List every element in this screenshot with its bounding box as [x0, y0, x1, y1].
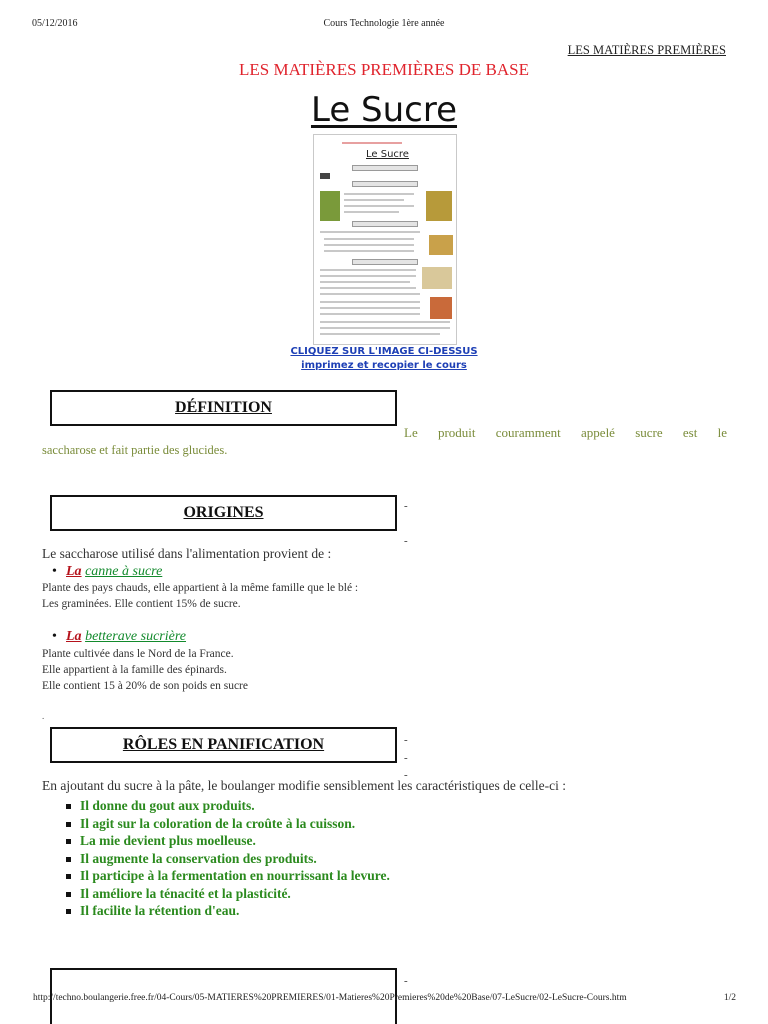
thumbnail-cubes-image: [422, 267, 452, 289]
dash-marker: -: [404, 500, 408, 512]
thumbnail-box: [352, 259, 418, 265]
origin-betterave-line3: Elle contient 15 à 20% de son poids en sucre: [42, 680, 248, 692]
definition-text-line2: saccharose et fait partie des glucides.: [42, 443, 228, 457]
list-item: La mie devient plus moelleuse.: [66, 832, 390, 850]
definition-text-line1: Le produit couramment appelé sucre est le: [404, 425, 727, 440]
dash-marker: -: [404, 734, 408, 746]
footer-page-number: 1/2: [723, 993, 736, 1003]
definition-heading-box: [50, 390, 397, 426]
origin-betterave-line2: Elle appartient à la famille des épinards.: [42, 664, 227, 676]
thumbnail-box: [352, 221, 418, 227]
list-item: Il augmente la conservation des produits.: [66, 850, 390, 868]
footer-url: http://techno.boulangerie.free.fr/04-Cours/05-MATIERES%20PREMIERES/01-Matieres%20Premieres%20de%20Base/07-LeSucre/02-LeSucre-Cours.htm: [33, 993, 627, 1003]
thumbnail-cane-image: [320, 191, 340, 221]
origin-item-canne: • La canne à sucre: [52, 564, 163, 579]
roles-intro: En ajoutant du sucre à la pâte, le boulanger modifie sensiblement les caractéristiques de celle-ci :: [42, 778, 567, 793]
thumbnail-title: Le Sucre: [366, 149, 409, 160]
thumbnail-beet-image: [426, 191, 452, 221]
print-header: [32, 18, 736, 32]
thumbnail-icon: [320, 173, 330, 179]
thumbnail-heading-bar: [342, 142, 402, 144]
origines-heading: ORIGINES: [183, 504, 264, 521]
spacer-dot: .: [42, 711, 45, 721]
course-sheet-thumbnail[interactable]: [313, 134, 457, 345]
nav-link-matieres-premieres[interactable]: LES MATIÈRES PREMIÈRES: [567, 43, 726, 57]
print-date: 05/12/2016: [32, 18, 78, 29]
list-item: Il facilite la rétention d'eau.: [66, 902, 390, 920]
thumbnail-fruit-image: [430, 297, 452, 319]
dash-marker: -: [404, 752, 408, 764]
origin-betterave-line1: Plante cultivée dans le Nord de la France.: [42, 648, 234, 660]
list-item: Il donne du gout aux produits.: [66, 797, 390, 815]
thumbnail-sugar-image: [429, 235, 453, 255]
section-heading: LES MATIÈRES PREMIÈRES DE BASE: [239, 60, 529, 79]
thumbnail-box: [352, 181, 418, 187]
origin-canne-line2: Les graminées. Elle contient 15% de sucre.: [42, 598, 241, 610]
origines-intro: Le saccharose utilisé dans l'alimentation provient de :: [42, 546, 332, 561]
dash-marker: -: [404, 769, 408, 781]
print-course-link[interactable]: imprimez et recopier le cours: [301, 360, 467, 371]
thumbnail-box: [352, 165, 418, 171]
roles-heading: RÔLES EN PANIFICATION: [122, 736, 325, 753]
click-image-link[interactable]: CLIQUEZ SUR L'IMAGE CI-DESSUS: [290, 346, 478, 357]
definition-heading: DÉFINITION: [175, 399, 272, 416]
origines-heading-box: [50, 495, 397, 531]
list-item: Il améliore la ténacité et la plasticité.: [66, 885, 390, 903]
origin-canne-line1: Plante des pays chauds, elle appartient à la même famille que le blé :: [42, 582, 359, 594]
dash-marker: -: [404, 975, 408, 987]
dash-marker: -: [404, 535, 408, 547]
print-title: Cours Technologie 1ère année: [323, 18, 445, 29]
origin-item-betterave: • La betterave sucrière: [52, 629, 187, 644]
list-item: Il participe à la fermentation en nourrissant la levure.: [66, 867, 390, 885]
page-title: Le Sucre: [310, 90, 458, 130]
roles-list: [66, 797, 390, 920]
list-item: Il agit sur la coloration de la croûte à la cuisson.: [66, 815, 390, 833]
roles-heading-box: [50, 727, 397, 763]
